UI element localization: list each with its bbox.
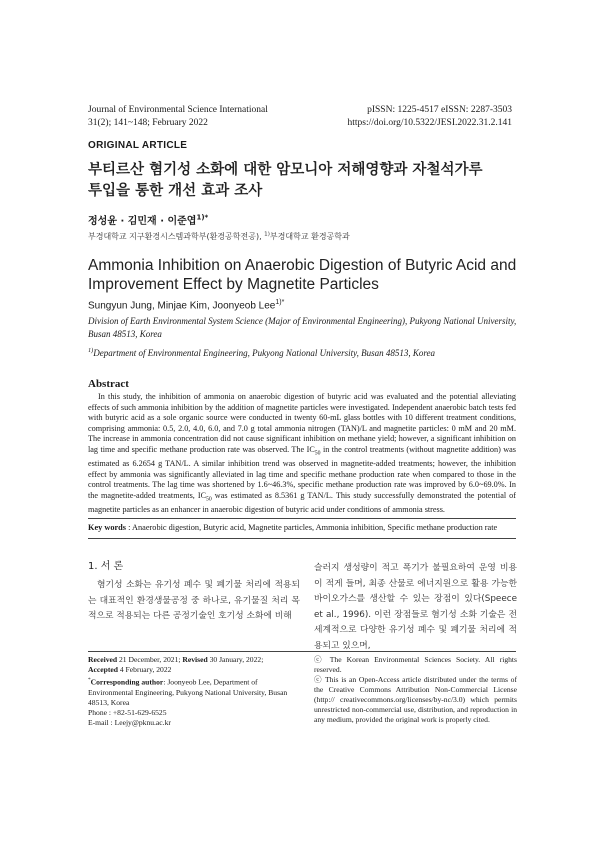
keywords-label: Key words: [88, 523, 127, 532]
abstract-heading: Abstract: [88, 378, 129, 390]
issn: pISSN: 1225-4517 eISSN: 2287-3503: [367, 105, 512, 115]
english-affiliation: [88, 315, 520, 360]
korean-authors: [88, 212, 208, 227]
accepted-date: 4 February, 2022: [117, 665, 172, 674]
intro-left-column: 혐기성 소화는 유기성 폐수 및 폐기물 처리에 적용되는 대표적인 환경생물공정 중 하나로, 유기물질 처리 목적으로 적용되는 다른 공정기술인 호기성 소화에 비해: [88, 580, 300, 622]
korean-title-line: 투입을 통한 개선 효과 조사: [88, 183, 263, 199]
ic-subscript: 50: [206, 496, 212, 503]
article-type: ORIGINAL ARTICLE: [88, 140, 188, 151]
korean-affiliation: [88, 231, 350, 242]
copyright-line: ⓒ The Korean Environmental Sciences Society. All rights reserved.: [314, 655, 517, 674]
english-affiliation-1: Division of Earth Environmental System Science (Major of Environmental Engineering), Pukyong National University, Busan 48513, Korea: [88, 316, 517, 339]
author-mark: 1)*: [196, 213, 209, 222]
phone: Phone : +82-51-629-6525: [88, 707, 167, 717]
accepted-line: [88, 665, 303, 675]
revised-label: Revised: [182, 655, 208, 664]
korean-title: [88, 160, 518, 202]
intro-right-column: 슬러지 생성량이 적고 폭기가 불필요하여 운영 비용이 적게 들며, 최종 산물로 에너지원으로 활용 가능한 바이오가스를 생산할 수 있는 장점이 있다(Speece et al., 1996). 이런 장점들로 혐기성 소화 기술은 전 세계적으로 다양한 유기성 폐수 및 폐기물 처리에 적용되고 있으며,: [314, 563, 517, 651]
english-title: [88, 256, 528, 294]
ic-subscript: 50: [314, 450, 321, 457]
abstract-text-part: in the control treatments (without magnetite addition) was estimated as 6.2654 g TAN/L. A similar inhibition trend was observed in magnetite-added treatments; however, the inhibition effect by ammonia was significantly alleviated in lag time and specific methane production rate when compared to those in the control treatments. The lag time was shortened by 1.6~46.3%, specific methane production rate was improved by 6.0~69.0%. In the magnetite-added treatments, IC: [88, 444, 516, 500]
email[interactable]: E-mail : Leejy@pknu.ac.kr: [88, 717, 171, 727]
korean-title-line: 부티르산 혐기성 소화에 대한 암모니아 저해영향과 자철석가루: [88, 162, 483, 178]
revised-date: 30 January, 2022;: [207, 655, 264, 664]
korean-author-names: 정성윤 · 김민재 · 이준엽: [88, 216, 197, 227]
abstract-text-part: was estimated as 8.5361 g TAN/L. This study successfully demonstrated the potential of magnetite particles as an enhancer in anaerobic digestion of butyric acid under conditions of ammonia stress.: [88, 490, 516, 515]
affiliation-mark: 1): [264, 231, 270, 238]
accepted-label: Accepted: [88, 665, 118, 674]
english-affiliation-2: Department of Environmental Engineering, Pukyong National University, Busan 48513, Korea: [93, 348, 436, 358]
keywords-list: : Anaerobic digestion, Butyric acid, Magnetite particles, Ammonia inhibition, Specific methane production rate: [126, 523, 498, 532]
journal-citation: [88, 104, 268, 130]
keywords: [88, 523, 516, 532]
english-title-line: Ammonia Inhibition on Anaerobic Digestion of Butyric Acid and: [88, 257, 517, 274]
copyright-notice: [314, 655, 517, 725]
english-authors: [88, 299, 284, 311]
corresponding-mark: *: [88, 677, 91, 683]
author-mark: 1)*: [275, 299, 285, 306]
journal-identifiers: [347, 104, 512, 130]
corresponding-label: Corresponding author: [90, 677, 164, 687]
license-text: ⓒ This is an Open-Access article distributed under the terms of the Creative Commons Attribution Non-Commercial License (http:// creativecommons.org/licenses/by-nc/3.0) which permits unrestricted non-commercial use, distribution, and reproduction in any medium, provided the original work is properly cited.: [314, 675, 517, 724]
footer-divider: [88, 651, 516, 652]
article-history: [88, 655, 303, 728]
section-heading-introduction: 1. 서 론: [88, 561, 124, 572]
received-date: 21 December, 2021;: [117, 655, 183, 664]
corresponding-author: [88, 675, 303, 708]
corresponding-text: : Joonyeob Lee, Department of Environmental Engineering, Pukyong National University, Busan 48513, Korea: [88, 677, 288, 707]
korean-affiliation-2: 부경대학교 환경공학과: [269, 232, 350, 241]
korean-affiliation-1: 부경대학교 지구환경시스템과학부(환경공학전공),: [88, 232, 265, 241]
received-label: Received: [88, 655, 118, 664]
doi-link[interactable]: https://doi.org/10.5322/JESI.2022.31.2.141: [347, 118, 512, 128]
english-affiliation-2-line: [88, 344, 520, 360]
english-author-names: Sungyun Jung, Minjae Kim, Joonyeob Lee: [88, 300, 276, 312]
abstract-text: [88, 392, 516, 516]
received-revised-line: [88, 655, 303, 665]
abstract-text-part: In this study, the inhibition of ammonia on anaerobic digestion of butyric acid was evaluated and the potential alleviating effects of such ammonia inhibition by the addition of magnetite particles were investigated. Independent anaerobic batch tests fed with butyric acid as a sole organic source were conducted in twenty 60-mL glass bottles with 10 different treatment conditions, comprising ammonia: 0.5, 2.0, 4.0, 6.0, and 7.0 g total ammonia nitrogen (TAN)/L and magnetite particles: 0 mM and 20 mM. The increase in ammonia concentration did not cause significant inhibition on methane yield; however, a significant inhibition on lag time and specific methane production rate was observed. The IC: [88, 392, 516, 454]
journal-name: Journal of Environmental Science International: [88, 105, 268, 115]
affiliation-mark: 1): [88, 347, 94, 354]
english-title-line: Improvement Effect by Magnetite Particles: [88, 276, 379, 293]
keywords-bottom-divider: [88, 538, 516, 539]
volume-info: 31(2); 141~148; February 2022: [88, 118, 208, 128]
keywords-top-divider: [88, 518, 516, 519]
